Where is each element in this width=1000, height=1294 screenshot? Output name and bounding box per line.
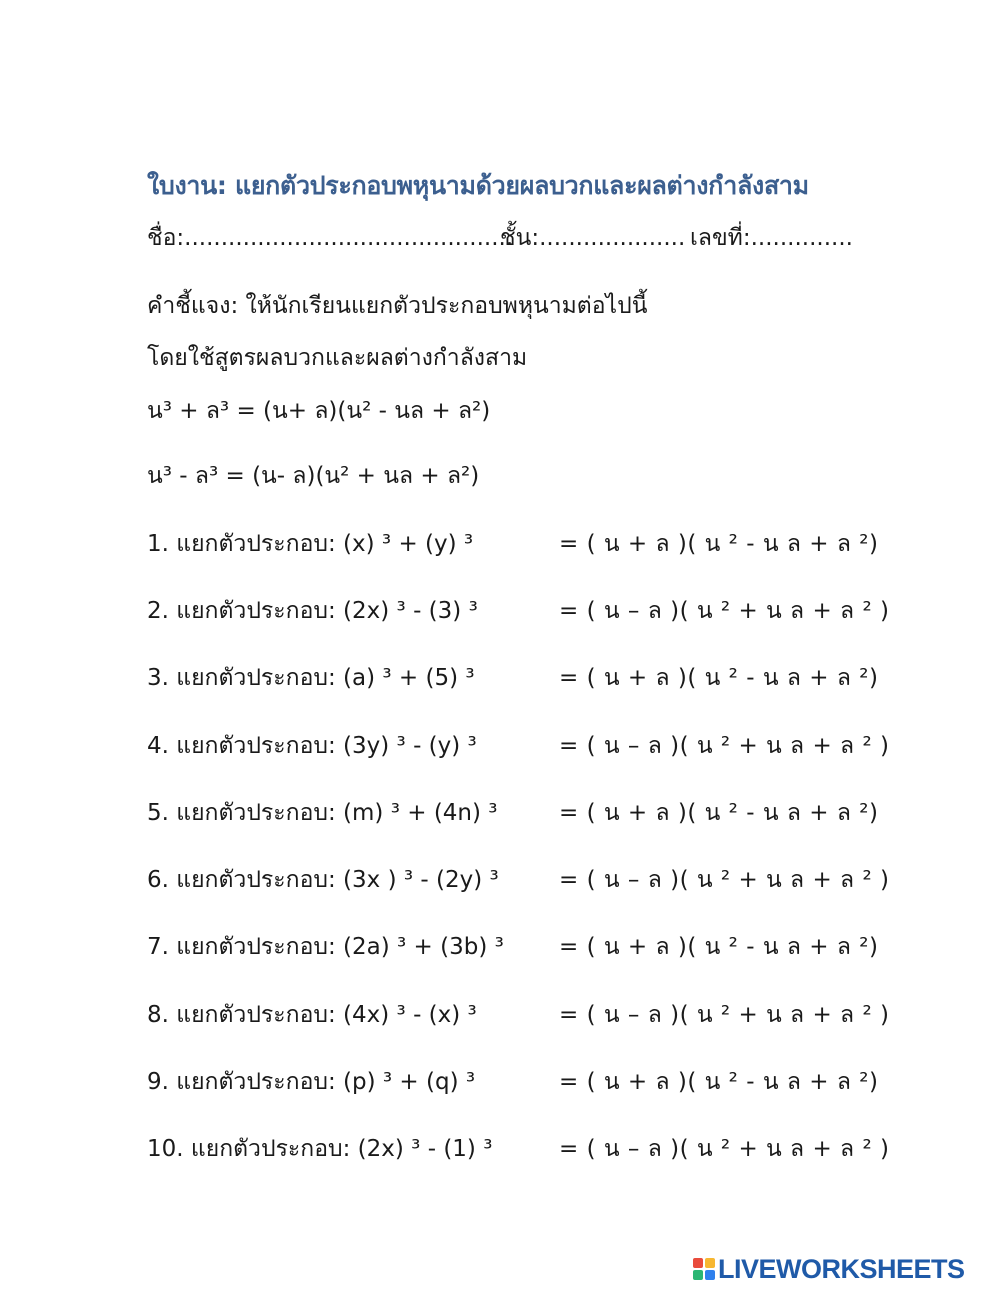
formula-difference-of-cubes: น³ - ล³ = (น- ล)(น² + นล + ล²) [147, 463, 480, 489]
formula-sum-of-cubes: น³ + ล³ = (น+ ล)(น² - นล + ล²) [147, 398, 491, 424]
question-text: 2. แยกตัวประกอบ: (2x) ³ - (3) ³ [147, 598, 478, 624]
answer-template: = ( น – ล )( น ² + น ล + ล ² ) [559, 867, 890, 893]
question-text: 6. แยกตัวประกอบ: (3x ) ³ - (2y) ³ [147, 867, 499, 893]
question-row [147, 526, 907, 558]
answer-template: = ( น + ล )( น ² - น ล + ล ²) [559, 934, 879, 960]
question-text: 10. แยกตัวประกอบ: (2x) ³ - (1) ³ [147, 1136, 493, 1162]
worksheet-title: ใบงาน: แยกตัวประกอบพหุนามด้วยผลบวกและผลต่างกำลังสาม [147, 171, 809, 200]
question-text: 9. แยกตัวประกอบ: (p) ³ + (q) ³ [147, 1069, 476, 1095]
question-row [147, 997, 907, 1029]
question-text: 3. แยกตัวประกอบ: (a) ³ + (5) ³ [147, 665, 475, 691]
instruction-line-1: คำชี้แจง: ให้นักเรียนแยกตัวประกอบพหุนามต่อไปนี้ [147, 293, 648, 319]
answer-template: = ( น + ล )( น ² - น ล + ล ²) [559, 531, 879, 557]
question-row [147, 1131, 907, 1163]
answer-template: = ( น + ล )( น ² - น ล + ล ²) [559, 1069, 879, 1095]
question-text: 8. แยกตัวประกอบ: (4x) ³ - (x) ³ [147, 1002, 477, 1028]
answer-template: = ( น – ล )( น ² + น ล + ล ² ) [559, 598, 890, 624]
answer-template: = ( น + ล )( น ² - น ล + ล ²) [559, 800, 879, 826]
number-field[interactable]: เลขที่:.............. [690, 225, 853, 251]
instruction-line-2: โดยใช้สูตรผลบวกและผลต่างกำลังสาม [147, 345, 528, 371]
brand-wordmark: LIVEWORKSHEETS [718, 1253, 965, 1284]
liveworksheets-logo-icon [693, 1258, 715, 1280]
question-row [147, 1064, 907, 1096]
question-row [147, 660, 907, 692]
question-text: 5. แยกตัวประกอบ: (m) ³ + (4n) ³ [147, 800, 498, 826]
answer-template: = ( น – ล )( น ² + น ล + ล ² ) [559, 1002, 890, 1028]
question-row [147, 728, 907, 760]
question-text: 4. แยกตัวประกอบ: (3y) ³ - (y) ³ [147, 733, 477, 759]
answer-template: = ( น – ล )( น ² + น ล + ล ² ) [559, 1136, 890, 1162]
question-row [147, 795, 907, 827]
answer-template: = ( น – ล )( น ² + น ล + ล ² ) [559, 733, 890, 759]
question-row [147, 593, 907, 625]
question-text: 1. แยกตัวประกอบ: (x) ³ + (y) ³ [147, 531, 474, 557]
answer-template: = ( น + ล )( น ² - น ล + ล ²) [559, 665, 879, 691]
class-field[interactable]: ชั้น:.................... [500, 225, 686, 251]
question-text: 7. แยกตัวประกอบ: (2a) ³ + (3b) ³ [147, 934, 504, 960]
question-row [147, 862, 907, 894]
question-row [147, 929, 907, 961]
liveworksheets-brand [693, 1254, 965, 1284]
name-field[interactable]: ชื่อ:............................................. [147, 225, 514, 251]
